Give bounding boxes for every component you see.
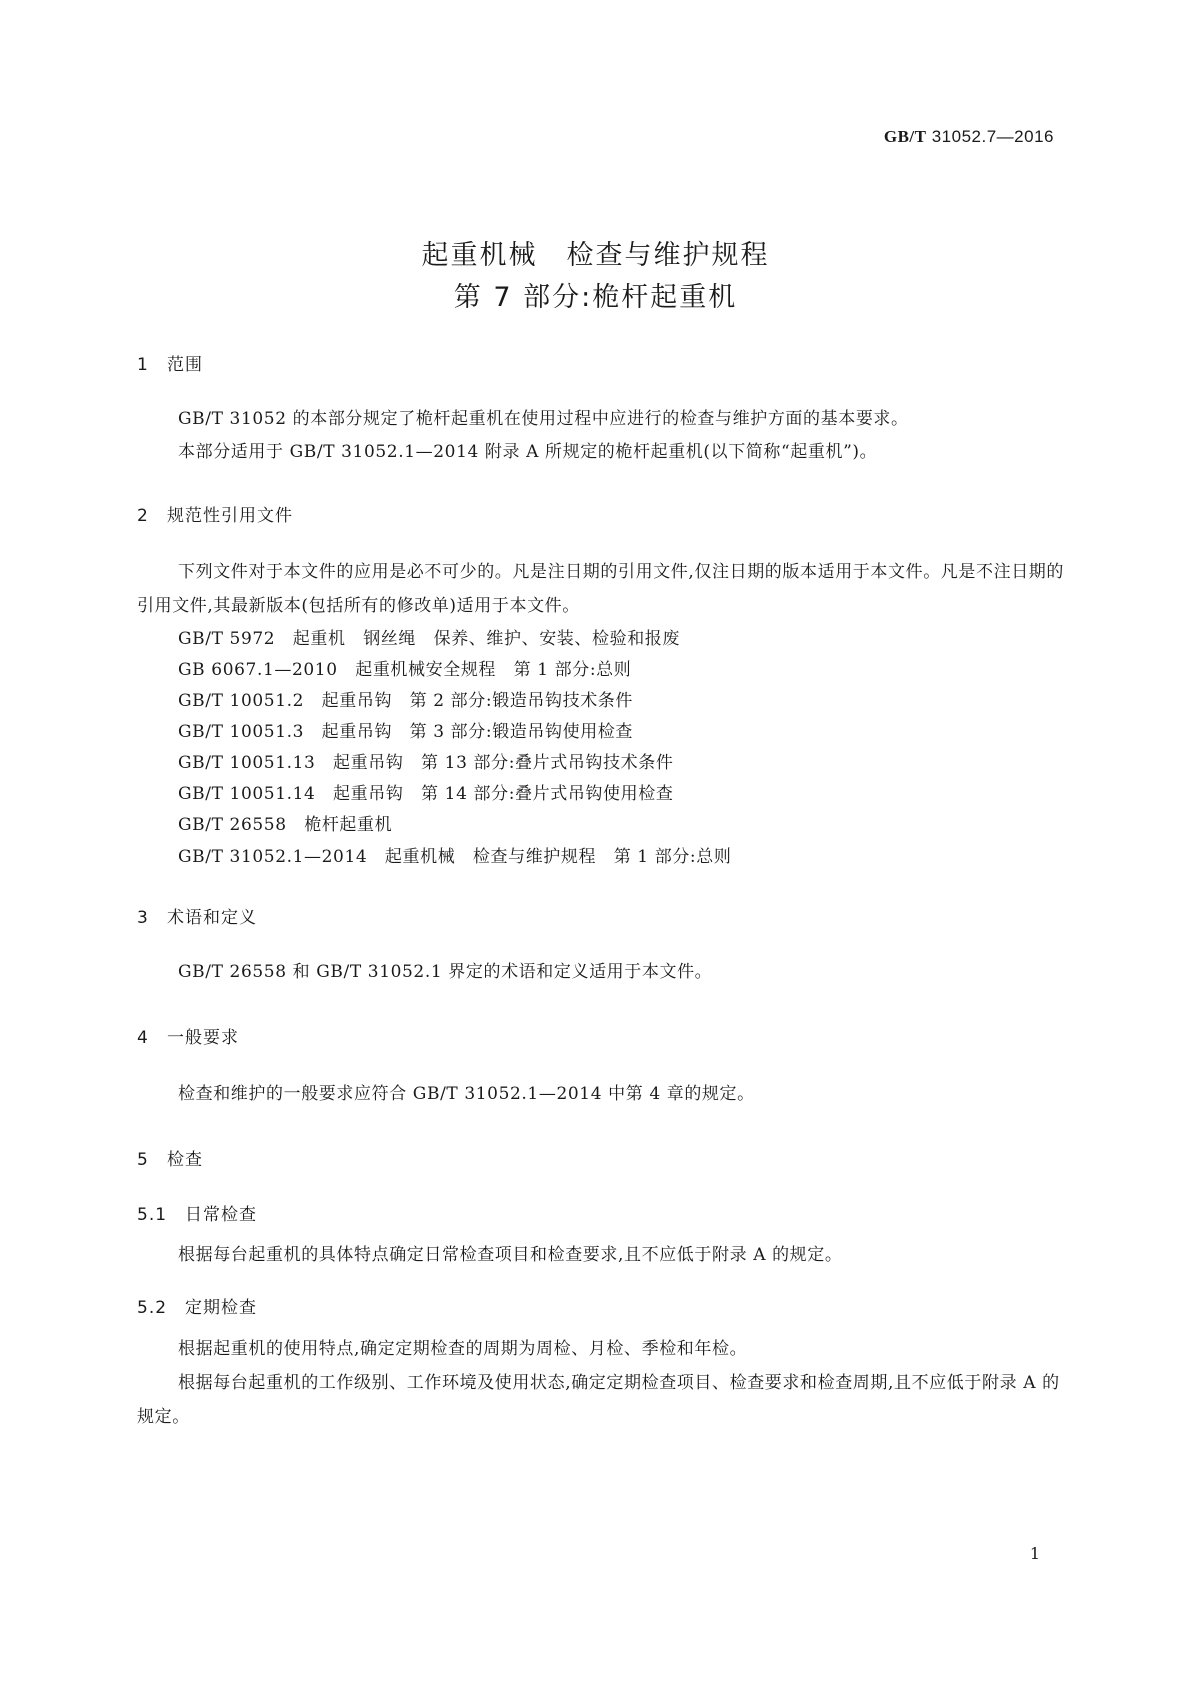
reference-item: GB/T 26558 桅杆起重机	[178, 815, 393, 835]
section-5-2-heading	[137, 1293, 257, 1318]
section-3-heading	[137, 903, 257, 928]
section-title: 规范性引用文件	[167, 506, 293, 526]
section-title: 检查	[167, 1150, 203, 1170]
section-number: 1	[137, 355, 149, 375]
reference-item: GB/T 31052.1—2014 起重机械 检查与维护规程 第 1 部分:总则	[178, 847, 732, 867]
reference-item: GB/T 10051.3 起重吊钩 第 3 部分:锻造吊钩使用检查	[178, 722, 633, 742]
reference-item: GB/T 10051.13 起重吊钩 第 13 部分:叠片式吊钩技术条件	[178, 753, 674, 773]
section-title: 一般要求	[167, 1028, 239, 1048]
section-number: 4	[137, 1028, 149, 1048]
section-4-paragraph: 检查和维护的一般要求应符合 GB/T 31052.1—2014 中第 4 章的规定。	[178, 1084, 755, 1104]
standard-number-prefix: GB/T	[883, 127, 927, 146]
section-number: 2	[137, 506, 149, 526]
section-5-1-paragraph: 根据每台起重机的具体特点确定日常检查项目和检查要求,且不应低于附录 A 的规定。	[178, 1245, 843, 1265]
document-title: 起重机械 检查与维护规程	[421, 240, 770, 271]
section-1-heading	[137, 350, 203, 375]
standard-number-value: 31052.7—2016	[926, 127, 1054, 146]
reference-item: GB/T 5972 起重机 钢丝绳 保养、维护、安装、检验和报废	[178, 629, 681, 649]
section-number: 3	[137, 908, 149, 928]
section-5-1-heading	[137, 1200, 257, 1225]
reference-item: GB/T 10051.2 起重吊钩 第 2 部分:锻造吊钩技术条件	[178, 691, 633, 711]
section-5-2-paragraph-1: 根据起重机的使用特点,确定定期检查的周期为周检、月检、季检和年检。	[178, 1339, 748, 1359]
section-number: 5.1	[137, 1205, 168, 1225]
document-subtitle: 第 7 部分:桅杆起重机	[453, 282, 738, 313]
section-5-heading	[137, 1145, 203, 1170]
section-1-paragraph-2: 本部分适用于 GB/T 31052.1—2014 附录 A 所规定的桅杆起重机(以下简称“起重机”)。	[178, 442, 878, 462]
section-2-heading	[137, 501, 293, 526]
section-4-heading	[137, 1023, 239, 1048]
reference-item: GB/T 10051.14 起重吊钩 第 14 部分:叠片式吊钩使用检查	[178, 784, 674, 804]
reference-item: GB 6067.1—2010 起重机械安全规程 第 1 部分:总则	[178, 660, 632, 680]
section-title: 定期检查	[185, 1298, 257, 1318]
section-3-paragraph: GB/T 26558 和 GB/T 31052.1 界定的术语和定义适用于本文件。	[178, 962, 713, 982]
section-5-2-paragraph-2: 根据每台起重机的工作级别、工作环境及使用状态,确定定期检查项目、检查要求和检查周期,且不应低于附录 A 的规定。	[137, 1373, 1060, 1427]
page-number: 1	[1029, 1544, 1040, 1563]
section-number: 5	[137, 1150, 149, 1170]
section-2-intro: 下列文件对于本文件的应用是必不可少的。凡是注日期的引用文件,仅注日期的版本适用于本文件。凡是不注日期的引用文件,其最新版本(包括所有的修改单)适用于本文件。	[137, 562, 1065, 616]
section-title: 日常检查	[185, 1205, 257, 1225]
section-title: 术语和定义	[167, 908, 257, 928]
section-title: 范围	[167, 355, 203, 375]
section-1-paragraph-1: GB/T 31052 的本部分规定了桅杆起重机在使用过程中应进行的检查与维护方面的基本要求。	[178, 409, 909, 429]
standard-number	[884, 127, 1054, 147]
section-number: 5.2	[137, 1298, 168, 1318]
